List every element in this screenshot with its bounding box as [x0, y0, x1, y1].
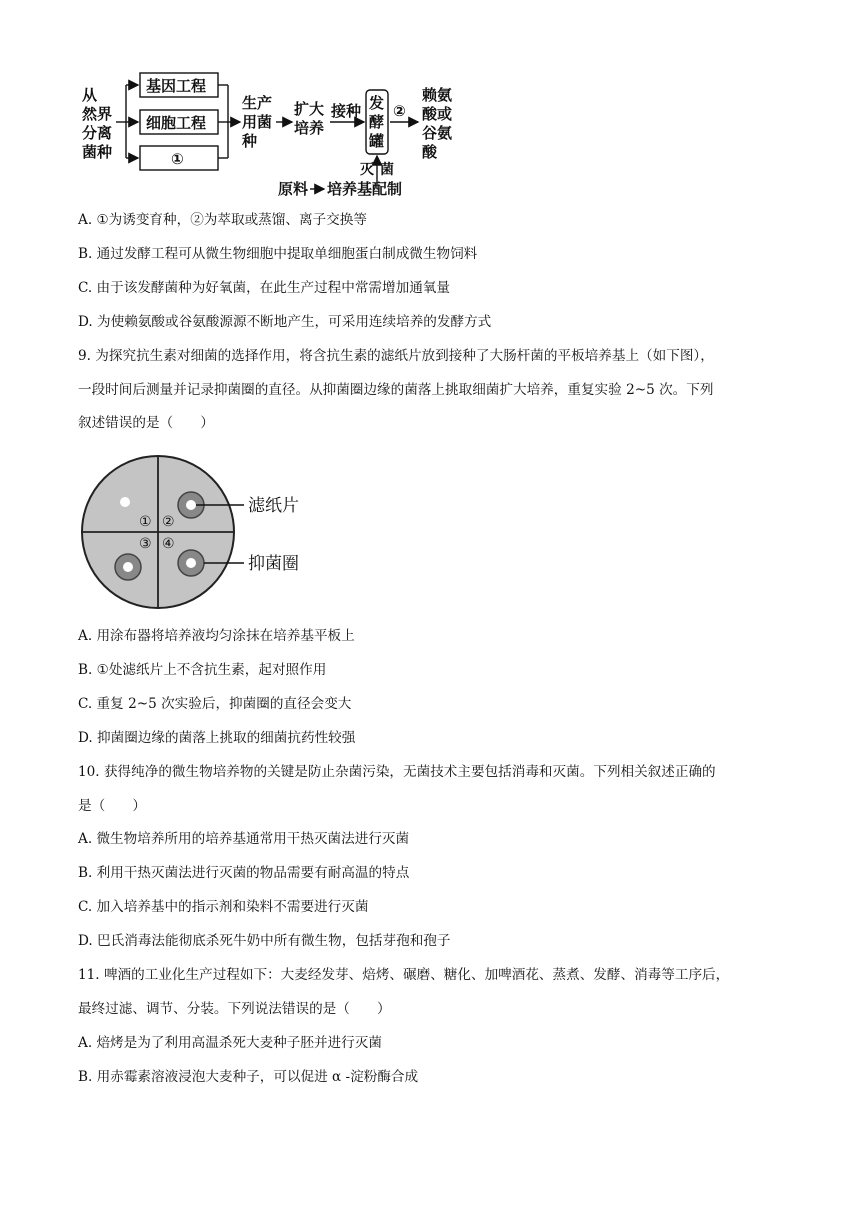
q10-option-b: B. 利用干热灭菌法进行灭菌的物品需要有耐高温的特点 [78, 865, 410, 881]
flow-produce-3: 种 [242, 132, 258, 150]
q8-option-d: D. 为使赖氨酸或谷氨酸源源不断地产生，可采用连续培养的发酵方式 [78, 314, 492, 330]
quadrant-label-4: ④ [162, 536, 175, 552]
flow-sterilize-1: 灭 [360, 162, 374, 178]
filter-paper-2 [186, 500, 196, 510]
q10-stem-line1: 10. 获得纯净的微生物培养物的关键是防止杂菌污染，无菌技术主要包括消毒和灭菌。下列相关叙述正确的 [78, 764, 716, 780]
label-filter-paper: 滤纸片 [248, 496, 299, 516]
filter-paper-3 [123, 562, 133, 572]
flow-inoculate: 接种 [331, 102, 362, 120]
flow-step2: ② [393, 102, 406, 120]
flow-produce-1: 生产 [242, 94, 273, 112]
flow-tank-3: 罐 [369, 132, 385, 150]
flow-source-3: 分离 [82, 124, 113, 142]
q10-option-a: A. 微生物培养所用的培养基通常用干热灭菌法进行灭菌 [78, 831, 410, 847]
label-inhibition-zone: 抑菌圈 [248, 554, 299, 574]
q8-option-c: C. 由于该发酵菌种为好氧菌，在此生产过程中常需增加通氧量 [78, 280, 450, 296]
q10-option-d: D. 巴氏消毒法能彻底杀死牛奶中所有微生物，包括芽孢和孢子 [78, 933, 451, 949]
cell-engineering-label: 细胞工程 [146, 114, 207, 132]
filter-paper-1 [120, 497, 130, 507]
fermentation-flow-diagram [80, 70, 480, 202]
q9-option-b: B. ①处滤纸片上不含抗生素，起对照作用 [78, 662, 327, 678]
quadrant-label-3: ③ [139, 536, 152, 552]
petri-dish-figure [78, 452, 328, 612]
q11-option-a: A. 焙烤是为了利用高温杀死大麦种子胚并进行灭菌 [78, 1035, 382, 1051]
flow-medium: 培养基配制 [327, 180, 403, 198]
flow-sterilize-2: 菌 [380, 162, 394, 178]
q8-option-a: A. ①为诱变育种，②为萃取或蒸馏、离子交换等 [78, 212, 367, 228]
quadrant-label-2: ② [162, 514, 175, 530]
flow-product-2: 酸或 [422, 105, 453, 123]
blank-method-label: ① [171, 150, 184, 168]
flow-product-1: 赖氨 [422, 86, 453, 104]
quadrant-label-1: ① [139, 514, 152, 530]
q8-option-b: B. 通过发酵工程可从微生物细胞中提取单细胞蛋白制成微生物饲料 [78, 246, 478, 262]
flow-tank-1: 发 [369, 94, 385, 112]
flow-produce-2: 用菌 [242, 113, 273, 131]
q11-stem-line2: 最终过滤、调节、分装。下列说法错误的是（ ） [78, 1001, 391, 1017]
flow-source-4: 菌种 [82, 143, 113, 161]
q9-stem-line1: 9. 为探究抗生素对细菌的选择作用，将含抗生素的滤纸片放到接种了大肠杆菌的平板培养基上（如下图）， [78, 348, 714, 364]
q10-stem-line2: 是（ ） [78, 798, 146, 814]
flow-expand-1: 扩大 [294, 100, 325, 118]
filter-paper-4 [186, 558, 196, 568]
flow-expand-2: 培养 [294, 119, 325, 137]
q9-option-d: D. 抑菌圈边缘的菌落上挑取的细菌抗药性较强 [78, 730, 356, 746]
q9-stem-line2: 一段时间后测量并记录抑菌圈的直径。从抑菌圈边缘的菌落上挑取细菌扩大培养，重复实验 2~5 次。下列 [78, 382, 714, 398]
q9-option-a: A. 用涂布器将培养液均匀涂抹在培养基平板上 [78, 628, 355, 644]
q10-option-c: C. 加入培养基中的指示剂和染料不需要进行灭菌 [78, 899, 369, 915]
flow-source-1: 从 [82, 86, 98, 104]
q11-option-b: B. 用赤霉素溶液浸泡大麦种子，可以促进 α -淀粉酶合成 [78, 1069, 419, 1085]
flow-product-3: 谷氨 [422, 124, 453, 142]
q9-stem-line3: 叙述错误的是（ ） [78, 415, 214, 431]
gene-engineering-label: 基因工程 [146, 77, 207, 95]
q11-stem-line1: 11. 啤酒的工业化生产过程如下：大麦经发芽、焙烤、碾磨、糖化、加啤酒花、蒸煮、发酵、消毒等工序后， [78, 967, 730, 983]
flow-raw: 原料 [278, 180, 309, 198]
flow-source-2: 然界 [82, 105, 113, 123]
flow-tank-2: 酵 [369, 113, 385, 131]
flow-product-4: 酸 [422, 143, 438, 161]
q9-option-c: C. 重复 2~5 次实验后，抑菌圈的直径会变大 [78, 696, 352, 712]
